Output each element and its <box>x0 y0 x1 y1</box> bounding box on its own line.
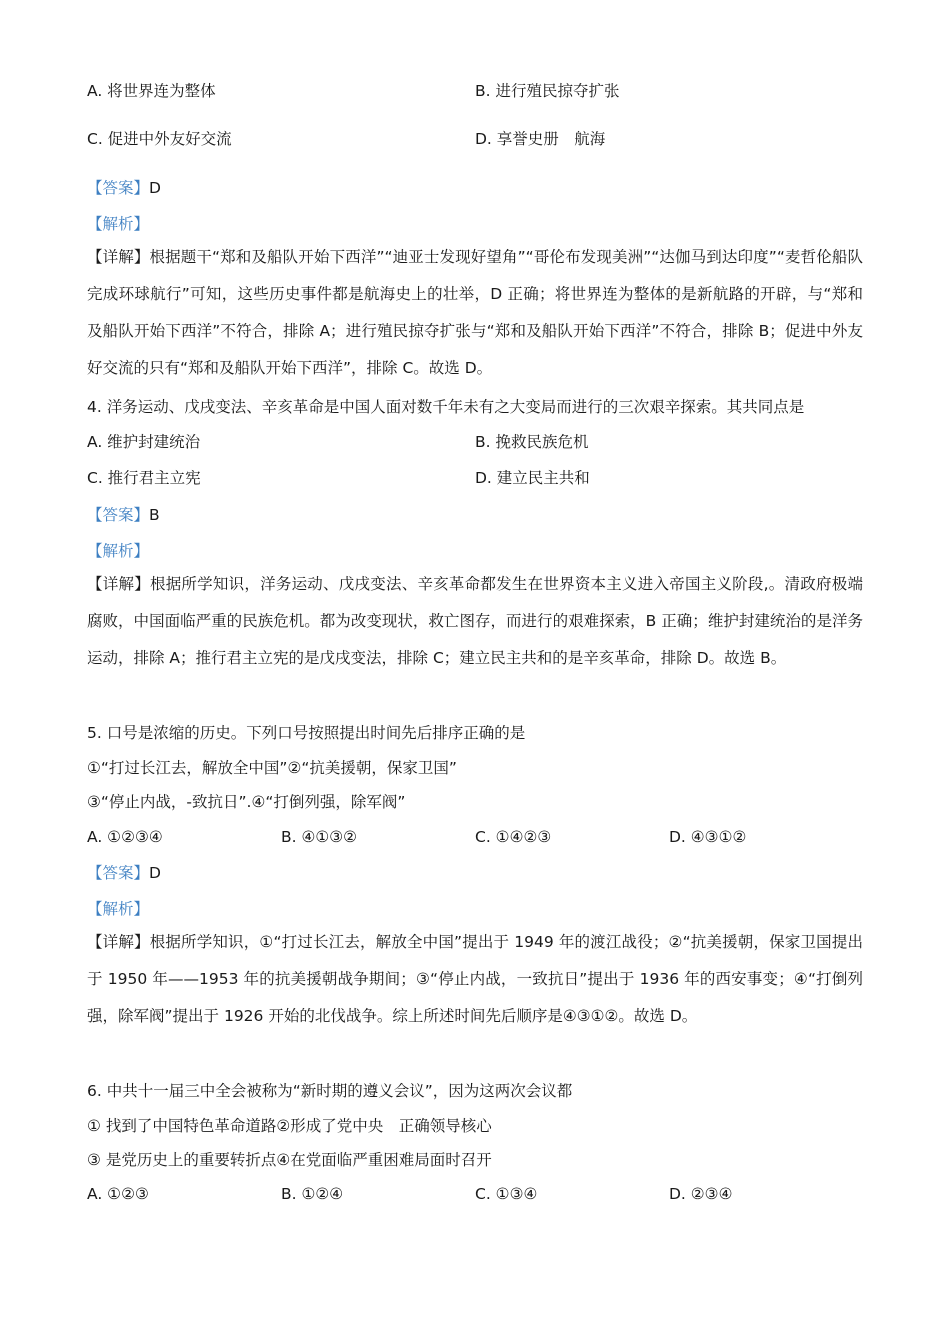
q4-answer <box>87 504 160 526</box>
answer-tag: 【答案】 <box>87 864 150 882</box>
q4-option-a: A. 维护封建统治 <box>87 433 201 451</box>
q5-items-line1: ①“打过长江去，解放全中国”②“抗美援朝，保家卫国” <box>87 759 457 777</box>
q4-analysis-tag: 【解析】 <box>87 542 150 560</box>
q4-stem: 4. 洋务运动、戊戌变法、辛亥革命是中国人面对数千年未有之大变局而进行的三次艰辛探索。其共同点是 <box>87 398 805 416</box>
answer-value: D <box>149 864 161 882</box>
answer-tag: 【答案】 <box>87 179 150 197</box>
q6-option-c: C. ①③④ <box>475 1185 538 1203</box>
q5-detail <box>87 924 863 1035</box>
q3-option-b: B. 进行殖民掠夺扩张 <box>475 82 620 100</box>
q3-option-d: D. 享誉史册 航海 <box>475 130 606 148</box>
answer-tag: 【答案】 <box>87 506 150 524</box>
q4-option-d: D. 建立民主共和 <box>475 469 590 487</box>
detail-tag: 【详解】 <box>87 933 150 951</box>
q4-option-b: B. 挽救民族危机 <box>475 433 589 451</box>
detail-text: 根据所学知识，①“打过长江去，解放全中国”提出于 1949 年的渡江战役；②“抗美援朝，保家卫国提出于 1950 年——1953 年的抗美援朝战争期间；③“停止内战，一致抗日”提出于 1936 年的西安事变；④“打倒列强，除军阀”提出于 1926 开始的北伐战争。综上所述时间先后顺序是④③①②。故选 D。 <box>87 933 863 1025</box>
q3-answer <box>87 177 161 199</box>
q5-option-a: A. ①②③④ <box>87 828 163 846</box>
q6-option-a: A. ①②③ <box>87 1185 149 1203</box>
q3-detail <box>87 239 863 387</box>
q4-detail <box>87 566 863 677</box>
q6-stem: 6. 中共十一届三中全会被称为“新时期的遵义会议”，因为这两次会议都 <box>87 1082 573 1100</box>
q5-answer <box>87 862 161 884</box>
q6-items-line1: ① 找到了中国特色革命道路②形成了党中央 正确领导核心 <box>87 1117 492 1135</box>
q3-analysis-tag: 【解析】 <box>87 215 150 233</box>
q6-option-b: B. ①②④ <box>281 1185 344 1203</box>
q5-stem: 5. 口号是浓缩的历史。下列口号按照提出时间先后排序正确的是 <box>87 724 526 742</box>
q3-option-a: A. 将世界连为整体 <box>87 82 216 100</box>
q6-option-d: D. ②③④ <box>669 1185 733 1203</box>
q5-items-line2: ③“停止内战，-致抗日”.④“打倒列强，除军阀” <box>87 793 406 811</box>
q4-option-c: C. 推行君主立宪 <box>87 469 201 487</box>
q5-analysis-tag: 【解析】 <box>87 900 150 918</box>
detail-tag: 【详解】 <box>87 575 150 593</box>
q6-items-line2: ③ 是党历史上的重要转折点④在党面临严重困难局面时召开 <box>87 1151 492 1169</box>
detail-tag: 【详解】 <box>87 248 150 266</box>
q3-option-c: C. 促进中外友好交流 <box>87 130 232 148</box>
answer-value: B <box>149 506 160 524</box>
q5-option-c: C. ①④②③ <box>475 828 552 846</box>
answer-value: D <box>149 179 161 197</box>
q5-option-d: D. ④③①② <box>669 828 747 846</box>
detail-text: 根据题干“郑和及船队开始下西洋”“迪亚士发现好望角”“哥伦布发现美洲”“达伽马到达印度”“麦哲伦船队完成环球航行”可知，这些历史事件都是航海史上的壮举，D 正确；将世界连为整体的是新航路的开辟，与“郑和及船队开始下西洋”不符合，排除 A；进行殖民掠夺扩张与“郑和及船队开始下西洋”不符合，排除 B；促进中外友好交流的只有“郑和及船队开始下西洋”，排除 C。故选 D。 <box>87 248 863 377</box>
q5-option-b: B. ④①③② <box>281 828 358 846</box>
detail-text: 根据所学知识，洋务运动、戊戌变法、辛亥革命都发生在世界资本主义进入帝国主义阶段,。清政府极端腐败，中国面临严重的民族危机。都为改变现状，救亡图存，而进行的艰难探索，B 正确；维护封建统治的是洋务运动，排除 A；推行君主立宪的是戊戌变法，排除 C；建立民主共和的是辛亥革命，排除 D。故选 B。 <box>87 575 863 667</box>
